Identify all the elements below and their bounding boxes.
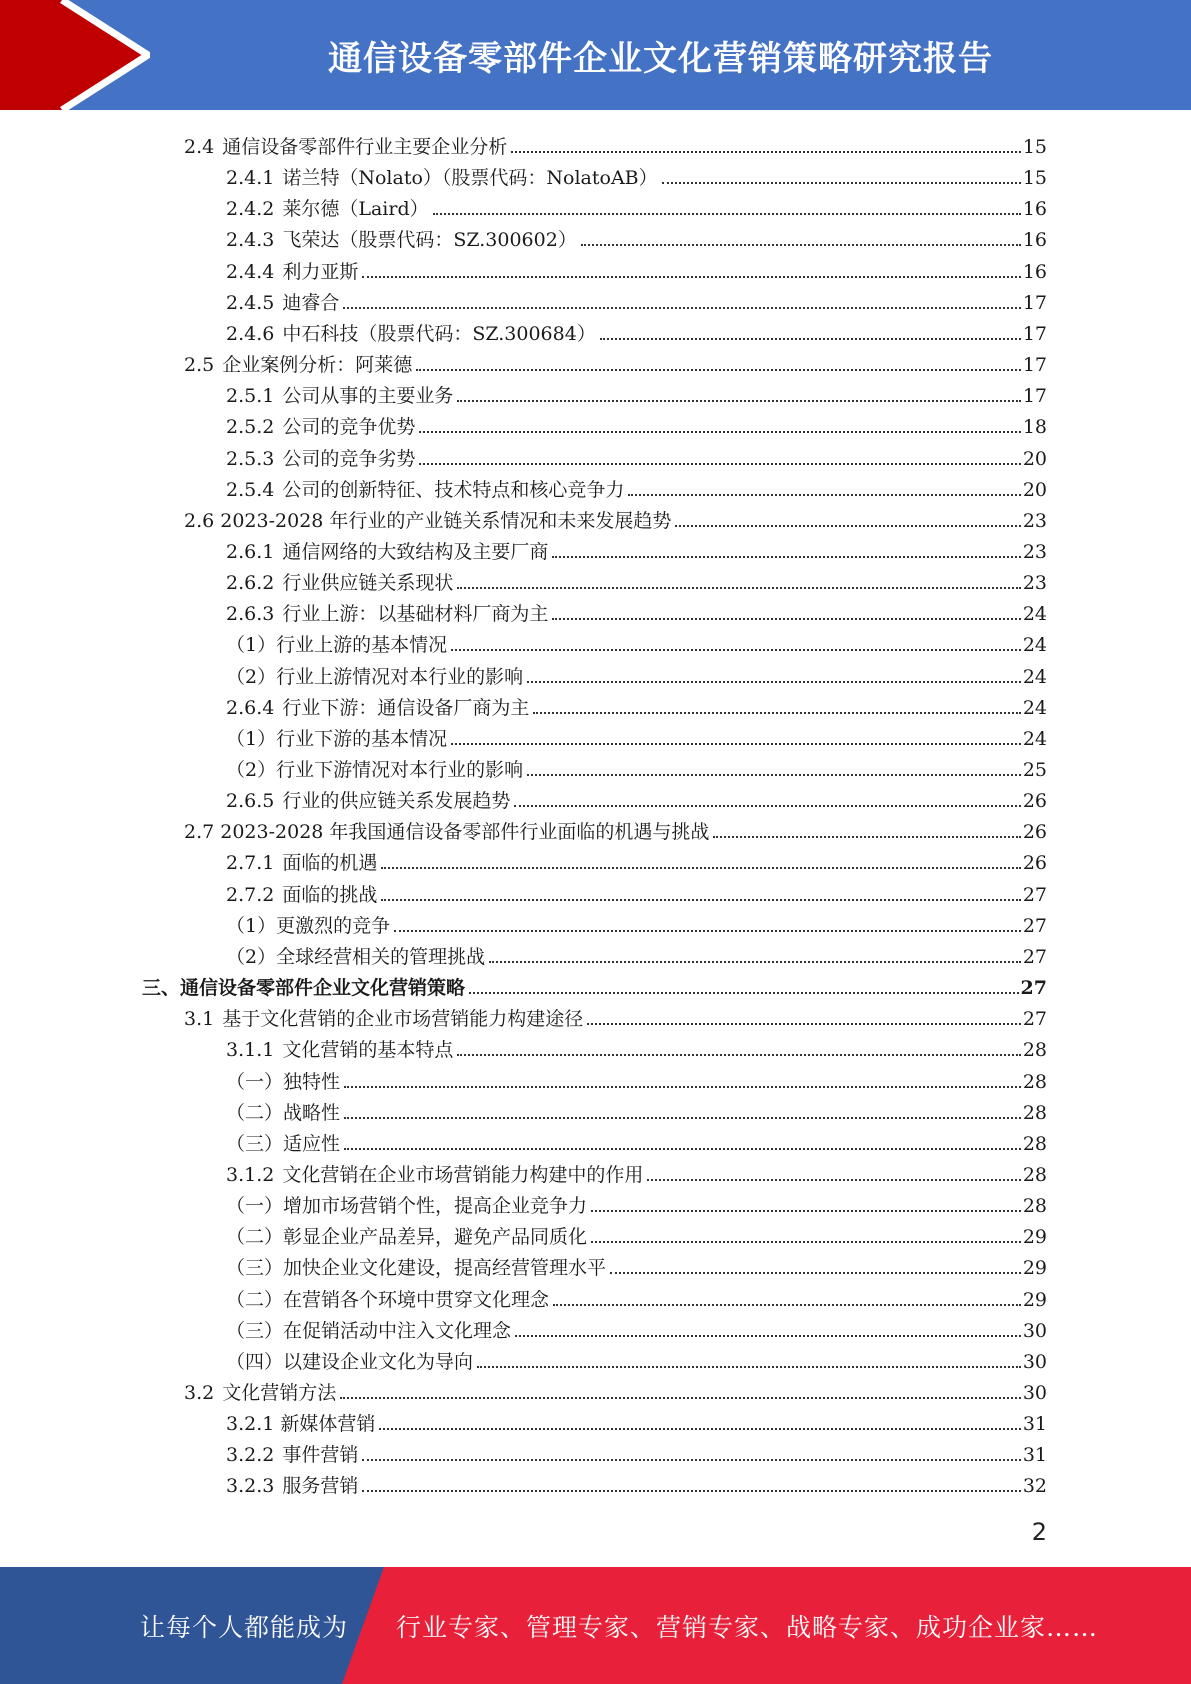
toc-entry-page: 15 (1022, 167, 1047, 190)
toc-dot-leader (477, 1366, 1021, 1368)
toc-entry-title: 事件营销 (282, 1444, 359, 1467)
toc-entry-number: 3.1.1 (226, 1039, 275, 1062)
toc-dot-leader (451, 743, 1021, 745)
toc-entry-number: 2.5.2 (226, 416, 275, 439)
toc-entry-title: 行业的供应链关系发展趋势 (282, 790, 511, 813)
toc-entry-title: 公司从事的主要业务 (282, 385, 454, 408)
toc-entry-title: （二）战略性 (226, 1101, 341, 1124)
toc-dot-leader (394, 930, 1021, 932)
toc-entry-page: 28 (1022, 1163, 1047, 1186)
toc-entry-title: 基于文化营销的企业市场营销能力构建途径 (222, 1008, 584, 1031)
toc-entry[interactable] (226, 1094, 1047, 1125)
toc-dot-leader (587, 1023, 1021, 1025)
page-footer (0, 1567, 1191, 1684)
toc-entry-title: 公司的竞争劣势 (282, 447, 416, 470)
toc-entry-page: 17 (1022, 322, 1047, 345)
toc-entry-page: 30 (1022, 1350, 1047, 1373)
toc-entry-title: （二）彰显企业产品差异，避免产品同质化 (226, 1226, 588, 1249)
toc-entry[interactable] (226, 658, 1047, 689)
toc-dot-leader (340, 1397, 1021, 1399)
toc-entry-number: 2.4.4 (226, 260, 275, 283)
toc-entry-number: 2.6.2 (226, 572, 275, 595)
toc-dot-leader (527, 681, 1021, 683)
page-number: 2 (1031, 1518, 1047, 1546)
toc-dot-leader (591, 1210, 1021, 1212)
toc-entry-title: （一）独特性 (226, 1070, 341, 1093)
footer-slogan-left: 让每个人都能成为 (140, 1612, 349, 1642)
toc-entry-number: 2.6.1 (226, 540, 275, 563)
toc-entry[interactable] (184, 1374, 1047, 1405)
toc-dot-leader (469, 992, 1019, 994)
page-header (0, 0, 1191, 110)
toc-dot-leader (591, 1241, 1021, 1243)
toc-entry[interactable] (184, 128, 1047, 159)
toc-entry-title: （四）以建设企业文化为导向 (226, 1350, 474, 1373)
report-title: 通信设备零部件企业文化营销策略研究报告 (328, 38, 993, 79)
toc-entry-number: 2.5.3 (226, 447, 275, 470)
toc-entry[interactable] (226, 315, 1047, 346)
toc-entry[interactable] (226, 626, 1047, 657)
toc-entry-page: 20 (1022, 478, 1047, 501)
toc-entry-page: 16 (1022, 229, 1047, 252)
toc-dot-leader (457, 400, 1020, 402)
toc-entry[interactable] (226, 595, 1047, 626)
toc-entry-title: 企业案例分析：阿莱德 (222, 354, 413, 377)
toc-entry-number: 2.6.5 (226, 790, 275, 813)
toc-entry-page: 27 (1022, 914, 1047, 937)
toc-entry-page: 28 (1022, 1132, 1047, 1155)
toc-entry-title: 2.6 2023-2028 年行业的产业链关系情况和未来发展趋势 (184, 509, 672, 532)
toc-entry-title: 行业上游：以基础材料厂商为主 (282, 603, 549, 626)
toc-entry-title: （二）在营销各个环境中贯穿文化理念 (226, 1288, 550, 1311)
toc-entry-page: 16 (1022, 198, 1047, 221)
toc-entry-number: 3.1.2 (226, 1163, 275, 1186)
toc-dot-leader (344, 1117, 1021, 1119)
toc-dot-leader (457, 587, 1020, 589)
toc-entry[interactable] (226, 533, 1047, 564)
toc-entry-number: 2.4.2 (226, 198, 275, 221)
toc-entry-title: 利力亚斯 (282, 260, 359, 283)
toc-entry-page: 28 (1022, 1039, 1047, 1062)
toc-entry-title: （2）行业上游情况对本行业的影响 (226, 665, 524, 688)
toc-entry-page: 17 (1022, 385, 1047, 408)
toc-entry-title: 三、通信设备零部件企业文化营销策略 (142, 977, 466, 1000)
toc-entry-title: （一）增加市场营销个性，提高企业竞争力 (226, 1195, 588, 1218)
toc-entry-title: 飞荣达（股票代码：SZ.300602） (282, 229, 577, 252)
toc-entry[interactable] (142, 969, 1047, 1000)
toc-entry[interactable] (226, 907, 1047, 938)
toc-dot-leader (419, 463, 1020, 465)
toc-entry[interactable] (226, 1281, 1047, 1312)
toc-entry-page: 24 (1022, 603, 1047, 626)
toc-entry-title: 行业供应链关系现状 (282, 572, 454, 595)
toc-entry[interactable] (226, 1343, 1047, 1374)
toc-entry[interactable] (226, 1156, 1047, 1187)
toc-dot-leader (628, 494, 1020, 496)
toc-dot-leader (381, 899, 1020, 901)
toc-entry[interactable] (226, 1249, 1047, 1280)
toc-entry-page: 26 (1022, 821, 1047, 844)
toc-entry-title: 公司的创新特征、技术特点和核心竞争力 (282, 478, 625, 501)
toc-entry[interactable] (226, 564, 1047, 595)
toc-entry-page: 28 (1022, 1101, 1047, 1124)
toc-entry-number: 3.2.3 (226, 1475, 275, 1498)
toc-entry-page: 27 (1022, 1008, 1047, 1031)
toc-entry[interactable] (226, 844, 1047, 875)
toc-entry-page: 24 (1022, 727, 1047, 750)
toc-dot-leader (344, 1086, 1021, 1088)
toc-entry-page: 28 (1022, 1070, 1047, 1093)
toc-dot-leader (533, 712, 1020, 714)
toc-entry[interactable] (226, 284, 1047, 315)
toc-entry-number: 2.5 (184, 354, 215, 377)
toc-entry-title: （1）行业上游的基本情况 (226, 634, 448, 657)
toc-dot-leader (511, 151, 1021, 153)
toc-entry-page: 15 (1022, 136, 1047, 158)
toc-dot-leader (489, 961, 1021, 963)
toc-entry-title: （1）行业下游的基本情况 (226, 727, 448, 750)
toc-entry-title: （1）更激烈的竞争 (226, 914, 391, 937)
toc-dot-leader (514, 805, 1020, 807)
toc-entry-page: 26 (1022, 790, 1047, 813)
toc-entry-title: 迪睿合 (282, 291, 340, 314)
toc-entry[interactable] (226, 190, 1047, 221)
toc-dot-leader (381, 867, 1020, 869)
toc-entry-page: 26 (1022, 852, 1047, 875)
toc-entry[interactable] (226, 471, 1047, 502)
toc-dot-leader (713, 836, 1020, 838)
toc-entry-page: 18 (1022, 416, 1047, 439)
toc-entry[interactable] (184, 813, 1047, 844)
toc-entry[interactable] (226, 720, 1047, 751)
toc-dot-leader (581, 244, 1021, 246)
toc-entry[interactable] (226, 1467, 1047, 1498)
toc-dot-leader (362, 1459, 1020, 1461)
toc-dot-leader (527, 774, 1021, 776)
toc-entry-title: 通信设备零部件行业主要企业分析 (222, 136, 508, 158)
toc-dot-leader (515, 1335, 1021, 1337)
toc-entry-title: 面临的挑战 (282, 883, 378, 906)
toc-entry[interactable] (226, 876, 1047, 907)
toc-dot-leader (419, 431, 1020, 433)
toc-entry-title: 2.7 2023-2028 年我国通信设备零部件行业面临的机遇与挑战 (184, 821, 710, 844)
toc-dot-leader (600, 338, 1021, 340)
toc-dot-leader (344, 1148, 1021, 1150)
toc-entry-number: 2.7.2 (226, 883, 275, 906)
toc-dot-leader (343, 307, 1020, 309)
toc-dot-leader (552, 618, 1020, 620)
toc-dot-leader (362, 276, 1020, 278)
toc-dot-leader (610, 1272, 1021, 1274)
toc-dot-leader (675, 525, 1020, 527)
toc-entry-title: 文化营销的基本特点 (282, 1039, 454, 1062)
toc-entry-page: 31 (1022, 1444, 1047, 1467)
toc-entry-page: 30 (1022, 1382, 1047, 1404)
toc-entry[interactable] (184, 346, 1047, 377)
toc-entry-number: 2.4.1 (226, 167, 275, 190)
toc-entry[interactable] (226, 1187, 1047, 1218)
toc-dot-leader (457, 1054, 1020, 1056)
toc-entry-number: 3.2.2 (226, 1444, 275, 1467)
toc-entry-number: 3.2 (184, 1382, 215, 1404)
toc-entry[interactable] (226, 377, 1047, 408)
toc-entry[interactable] (184, 1000, 1047, 1031)
toc-entry[interactable] (226, 751, 1047, 782)
toc-entry-page: 23 (1022, 572, 1047, 595)
toc-dot-leader (662, 182, 1021, 184)
toc-entry-page: 28 (1022, 1195, 1047, 1218)
toc-entry-page: 17 (1022, 354, 1047, 377)
toc-entry-title: 莱尔德（Laird） (282, 198, 429, 221)
toc-entry-page: 23 (1022, 540, 1047, 563)
toc-entry[interactable] (226, 782, 1047, 813)
toc-entry[interactable] (226, 221, 1047, 252)
toc-entry-title: 服务营销 (282, 1475, 359, 1498)
toc-entry[interactable] (226, 1436, 1047, 1467)
toc-entry-title: 文化营销方法 (222, 1382, 337, 1404)
footer-slogan-right: 行业专家、管理专家、营销专家、战略专家、成功企业家…… (396, 1612, 1099, 1642)
toc-entry-title: 公司的竞争优势 (282, 416, 416, 439)
toc-entry-title: 诺兰特（Nolato）（股票代码：NolatoAB） (282, 167, 658, 190)
toc-entry-number: 2.5.4 (226, 478, 275, 501)
toc-entry[interactable] (184, 502, 1047, 533)
toc-entry-page: 25 (1022, 759, 1047, 781)
toc-entry[interactable] (226, 1312, 1047, 1343)
toc-dot-leader (647, 1179, 1020, 1181)
toc-entry-title: （三）适应性 (226, 1132, 341, 1155)
toc-entry-page: 29 (1022, 1257, 1047, 1280)
toc-entry-title: 文化营销在企业市场营销能力构建中的作用 (282, 1163, 644, 1186)
toc-entry[interactable] (226, 253, 1047, 284)
toc-entry-page: 31 (1022, 1413, 1047, 1436)
toc-entry-page: 32 (1022, 1475, 1047, 1498)
toc-entry-title: 3.2.1 新媒体营销 (226, 1413, 376, 1436)
toc-entry[interactable] (226, 938, 1047, 969)
toc-entry[interactable] (226, 1218, 1047, 1249)
toc-dot-leader (379, 1428, 1020, 1430)
toc-entry-number: 2.4.3 (226, 229, 275, 252)
toc-entry-number: 2.6.3 (226, 603, 275, 626)
toc-dot-leader (416, 369, 1021, 371)
toc-dot-leader (553, 1304, 1021, 1306)
toc-entry-page: 29 (1022, 1288, 1047, 1311)
toc-dot-leader (433, 213, 1021, 215)
toc-entry-page: 16 (1022, 260, 1047, 283)
toc-entry-page: 24 (1022, 634, 1047, 657)
toc-entry-title: （2）全球经营相关的管理挑战 (226, 945, 486, 968)
toc-entry-title: 通信网络的大致结构及主要厂商 (282, 540, 549, 563)
toc-entry[interactable] (226, 408, 1047, 439)
toc-entry-page: 17 (1022, 291, 1047, 314)
toc-entry-page: 30 (1022, 1319, 1047, 1342)
toc-entry-page: 27 (1022, 945, 1047, 968)
toc-entry-number: 2.6.4 (226, 696, 275, 719)
toc-entry-title: 行业下游：通信设备厂商为主 (282, 696, 530, 719)
toc-entry-page: 20 (1022, 447, 1047, 470)
toc-entry[interactable] (226, 440, 1047, 471)
toc-entry-page: 23 (1022, 509, 1047, 532)
toc-entry-title: （三）加快企业文化建设，提高经营管理水平 (226, 1257, 607, 1280)
toc-entry[interactable] (226, 1125, 1047, 1156)
toc-entry-number: 2.4 (184, 136, 215, 158)
toc-entry-page: 27 (1020, 977, 1047, 1000)
toc-dot-leader (362, 1490, 1020, 1492)
toc-dot-leader (451, 649, 1021, 651)
toc-entry-title: （三）在促销活动中注入文化理念 (226, 1319, 512, 1342)
toc-entry-number: 2.7.1 (226, 852, 275, 875)
toc-entry-page: 24 (1022, 665, 1047, 688)
toc-entry-title: 中石科技（股票代码：SZ.300684） (282, 322, 596, 345)
toc-entry[interactable] (226, 1031, 1047, 1062)
header-red-chevron (0, 0, 150, 110)
toc-entry-number: 2.5.1 (226, 385, 275, 408)
toc-entry-title: （2）行业下游情况对本行业的影响 (226, 759, 524, 781)
toc-dot-leader (552, 556, 1020, 558)
toc-entry-number: 2.4.5 (226, 291, 275, 314)
toc-entry-number: 2.4.6 (226, 322, 275, 345)
toc-entry-page: 29 (1022, 1226, 1047, 1249)
toc-entry[interactable] (226, 159, 1047, 190)
toc-entry-title: 面临的机遇 (282, 852, 378, 875)
toc-entry-number: 3.1 (184, 1008, 215, 1031)
toc-entry[interactable] (226, 1063, 1047, 1094)
toc-entry-page: 24 (1022, 696, 1047, 719)
toc-entry[interactable] (226, 689, 1047, 720)
toc-entry[interactable] (226, 1405, 1047, 1436)
toc-entry-page: 27 (1022, 883, 1047, 906)
